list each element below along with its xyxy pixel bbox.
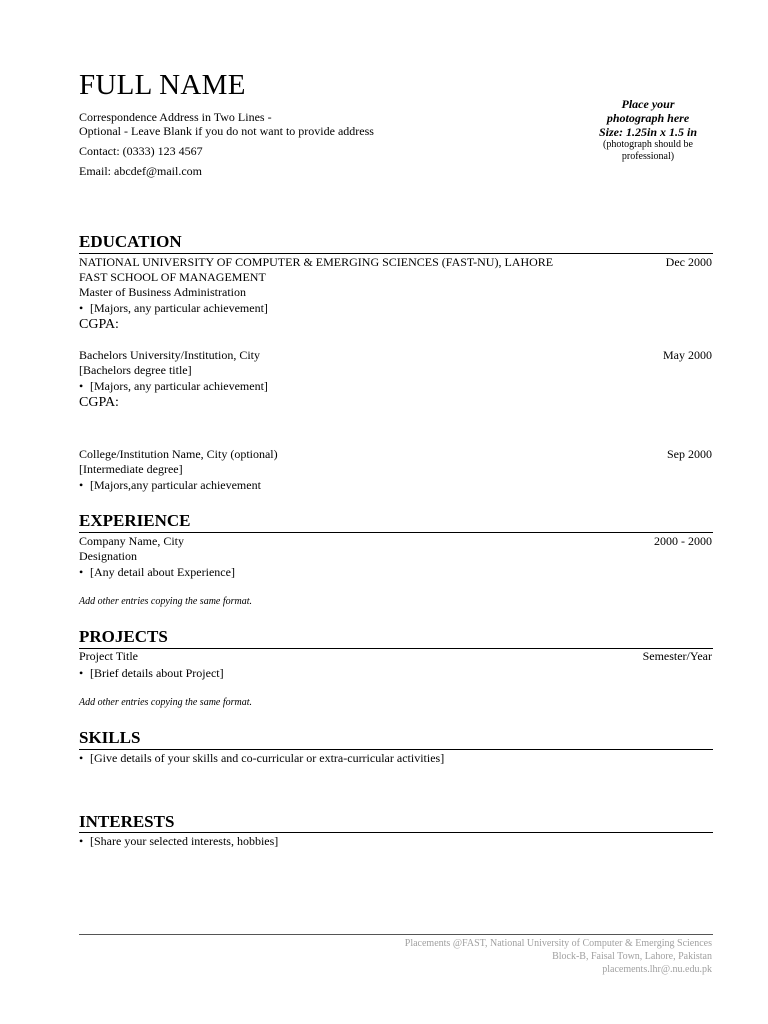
edu1-institution: NATIONAL UNIVERSITY OF COMPUTER & EMERGING SCIENCES (FAST-NU), LAHORE [79,255,554,269]
skills-bullet: • [Give details of your skills and co-curricular or extra-curricular activities] [79,751,444,765]
footer-line-2: Block-B, Faisal Town, Lahore, Pakistan [552,951,712,962]
edu2-bullet: • [Majors, any particular achievement] [79,379,268,393]
photo-line-1: Place your [621,97,675,111]
photo-size: Size: 1.25in x 1.5 in [598,125,697,139]
projects-divider [79,648,713,649]
project-bullet: • [Brief details about Project] [79,666,224,680]
photo-note-1: (photograph should be [603,139,693,150]
project-title: Project Title [79,649,139,663]
edu1-school: FAST SCHOOL OF MANAGEMENT [79,270,266,284]
contact-phone: Contact: (0333) 123 4567 [79,144,203,158]
education-heading: EDUCATION [79,232,182,251]
edu2-degree: [Bachelors degree title] [79,363,192,377]
experience-company: Company Name, City [79,534,184,548]
experience-heading: EXPERIENCE [79,511,191,530]
experience-date: 2000 - 2000 [654,534,712,548]
edu1-bullet: • [Majors, any particular achievement] [79,301,268,315]
full-name: FULL NAME [79,69,246,101]
edu3-degree: [Intermediate degree] [79,462,183,476]
interests-bullet: • [Share your selected interests, hobbies] [79,834,278,848]
edu3-institution: College/Institution Name, City (optional) [79,447,278,461]
photo-placeholder [580,97,716,163]
interests-heading: INTERESTS [79,812,175,831]
edu1-cgpa: CGPA: [79,317,119,332]
experience-note: Add other entries copying the same format. [79,596,253,607]
contact-email: Email: abcdef@mail.com [79,164,203,178]
projects-note: Add other entries copying the same format. [79,697,253,708]
edu2-date: May 2000 [663,348,712,362]
education-divider [79,253,713,254]
edu1-date: Dec 2000 [665,255,712,269]
experience-designation: Designation [79,549,137,563]
project-date: Semester/Year [642,649,712,663]
edu2-cgpa: CGPA: [79,395,119,410]
experience-divider [79,532,713,533]
footer-divider [79,934,713,935]
edu3-date: Sep 2000 [667,447,712,461]
address-line-1: Correspondence Address in Two Lines - [79,110,272,124]
footer-line-1: Placements @FAST, National University of Computer & Emerging Sciences [404,938,712,949]
footer-email: placements.lhr@.nu.edu.pk [602,964,712,975]
address-line-2: Optional - Leave Blank if you do not want to provide address [79,124,374,138]
skills-heading: SKILLS [79,728,141,747]
edu1-degree: Master of Business Administration [79,285,246,299]
experience-bullet: • [Any detail about Experience] [79,565,235,579]
skills-divider [79,749,713,750]
photo-line-2: photograph here [606,111,690,125]
interests-divider [79,832,713,833]
edu2-institution: Bachelors University/Institution, City [79,348,260,362]
edu3-bullet: • [Majors,any particular achievement [79,478,261,492]
projects-heading: PROJECTS [79,627,168,646]
photo-note-2: professional) [621,151,675,162]
